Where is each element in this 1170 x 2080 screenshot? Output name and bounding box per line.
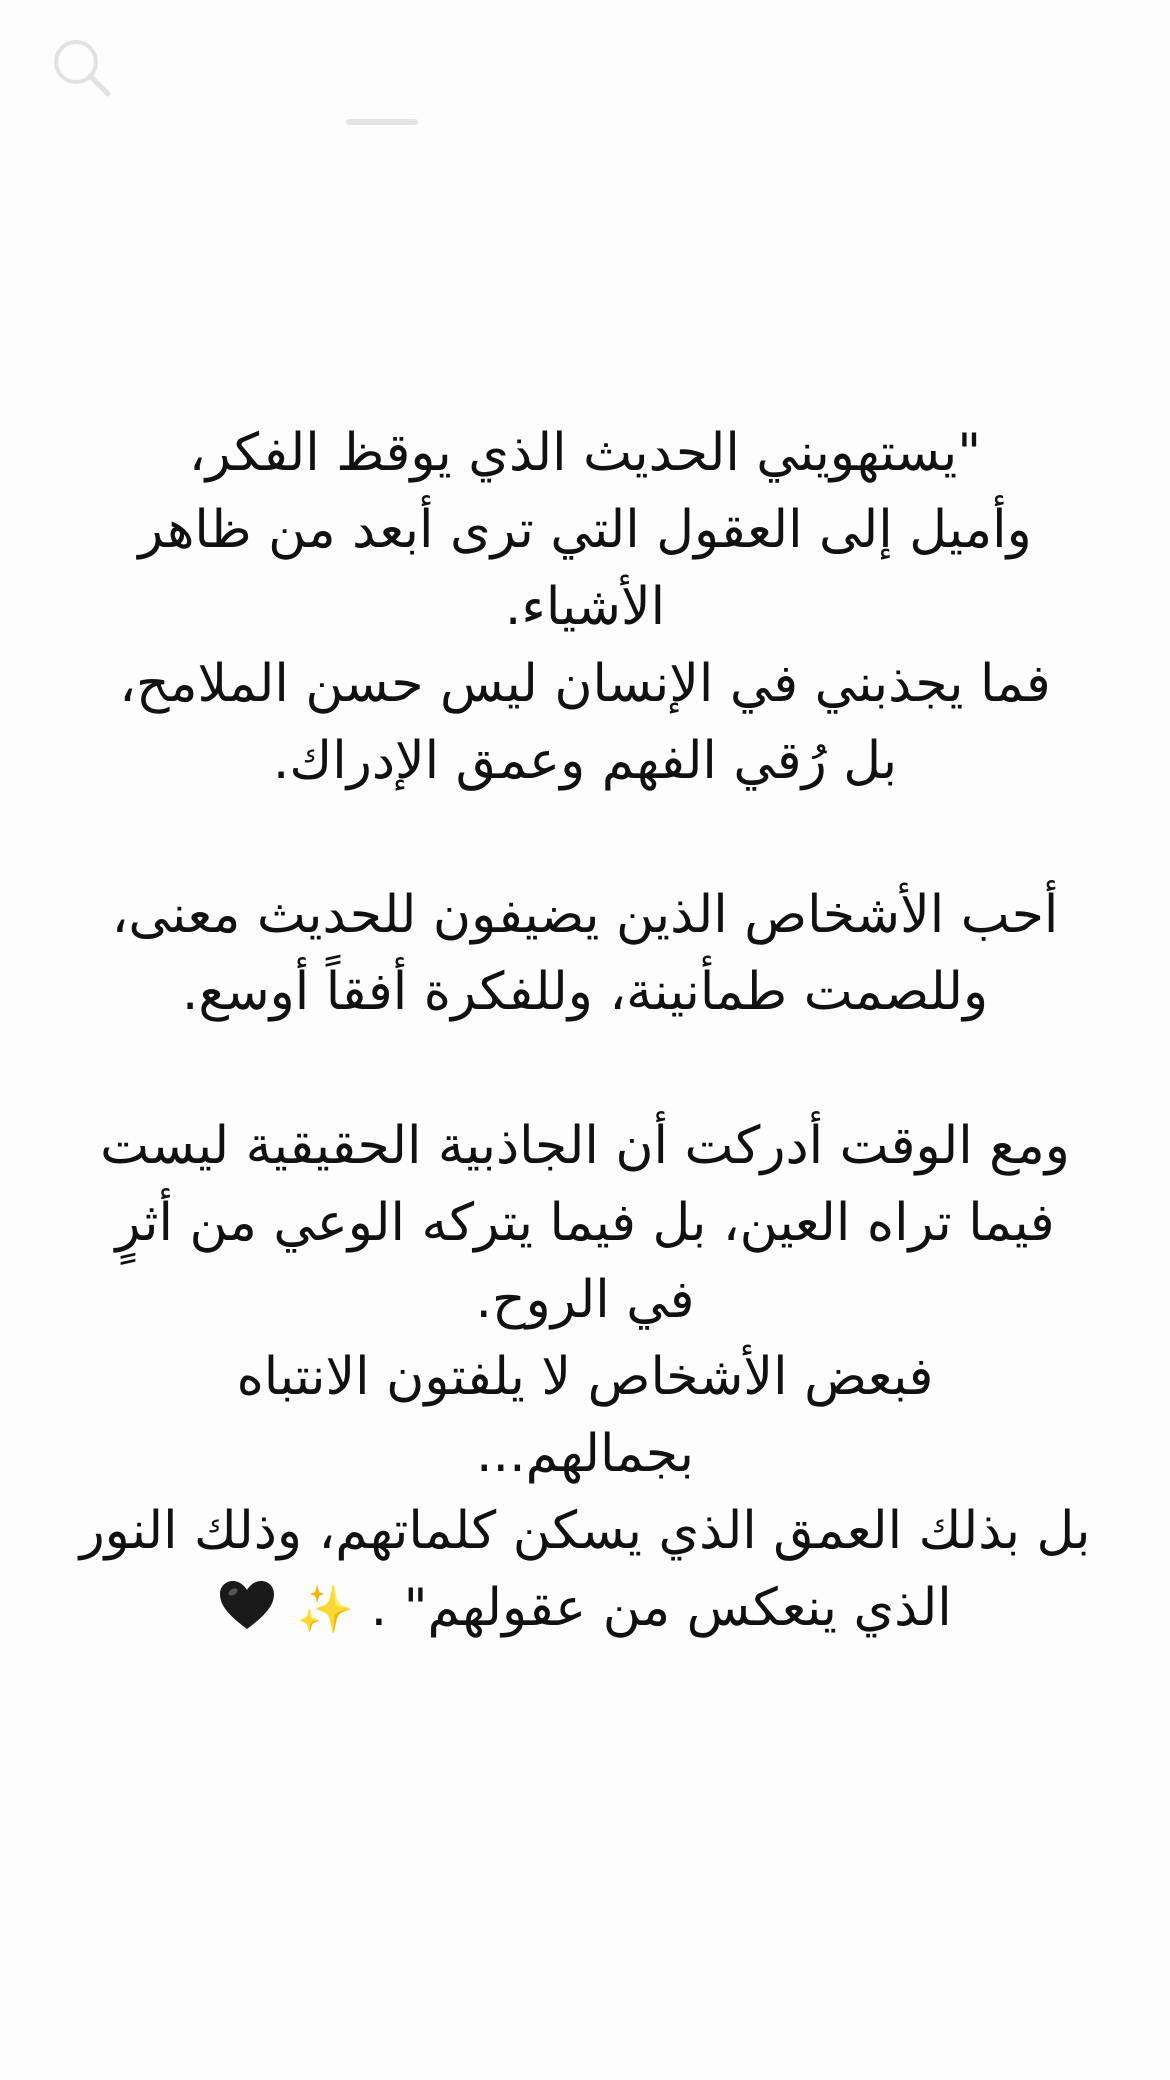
story-line: وللصمت طمأنينة، وللفكرة أفقاً أوسع. (181, 962, 989, 1022)
drag-handle[interactable] (346, 119, 418, 125)
story-line: بل رُقي الفهم وعمق الإدراك. (272, 731, 898, 791)
story-line: فيما تراه العين، بل فيما يتركه الوعي من أثرٍ (115, 1193, 1055, 1253)
black-heart-icon (218, 1579, 276, 1631)
search-icon (50, 36, 114, 100)
story-line: أحب الأشخاص الذين يضيفون للحديث معنى، (111, 885, 1059, 945)
story-text (60, 415, 1110, 1647)
story-line: وأميل إلى العقول التي ترى أبعد من ظاهر (138, 500, 1032, 560)
story-line-text: الذي ينعكس من عقولهم" . (370, 1578, 952, 1638)
story-line: في الروح. (475, 1270, 695, 1330)
story-line: بجمالهم... (476, 1424, 694, 1484)
story-line: الأشياء. (504, 577, 666, 637)
sparkles-emoji: ✨ (296, 1582, 355, 1636)
story-line: فبعض الأشخاص لا يلفتون الانتباه (236, 1347, 934, 1407)
paragraph-gap (60, 1031, 1110, 1108)
story-line: فما يجذبني في الإنسان ليس حسن الملامح، (119, 654, 1051, 714)
search-button[interactable] (50, 36, 114, 100)
story-line: ومع الوقت أدركت أن الجاذبية الحقيقية ليست (100, 1116, 1070, 1176)
story-line: بل بذلك العمق الذي يسكن كلماتهم، وذلك النور (79, 1501, 1091, 1561)
story-last-line (60, 1570, 1110, 1647)
paragraph-gap (60, 800, 1110, 877)
story-line: "يستهويني الحديث الذي يوقظ الفكر، (188, 423, 982, 483)
